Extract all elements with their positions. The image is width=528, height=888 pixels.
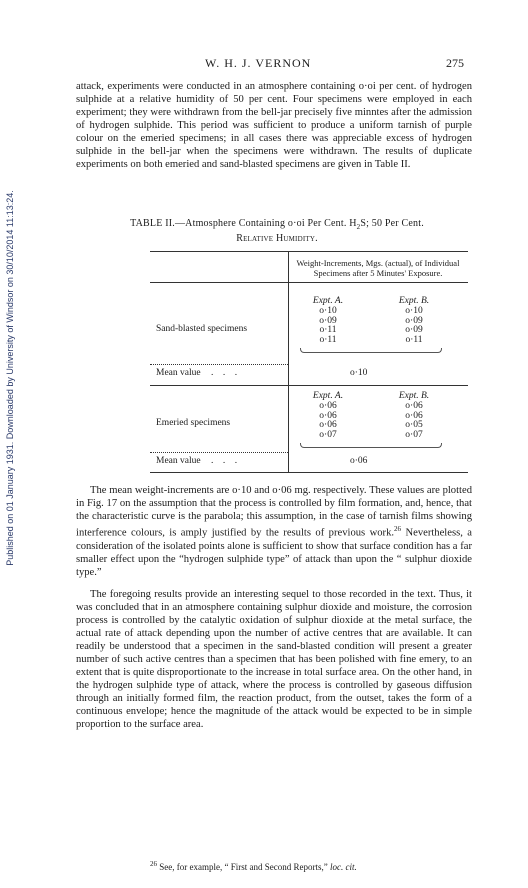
table-cell: o·09 [405,325,423,336]
table-cell: o·11 [319,334,337,345]
table-top-rule [150,251,468,252]
row-label-mean-1 [156,368,237,378]
footnote-italic: loc. cit. [329,862,357,872]
group1-expt-a-values [298,307,358,345]
table-title-part2: S; 50 Per Cent. [360,218,424,229]
mean-value-2: o·06 [350,456,368,466]
running-head: W. H. J. VERNON [205,56,312,70]
table-cell: o·07 [405,429,423,440]
table-title [86,218,468,245]
column-header: Weight-Increments, Mgs. (actual), of Individual Specimens after 5 Minutes' Exposure. [296,258,460,278]
group1-expt-a-label: Expt. A. [312,296,344,306]
footnote [150,860,357,872]
paragraph-results-text: The mean weight-increments are o·10 and o·06 mg. respectively. These values are plotted in Fig. 17 on the assumption that the process is controlled by film formation, and, hence, that the characteristic curve is the parabola; this assumption, in the case of tarnish films showing interference colours, is amply justified by the results of previous work. [76,485,472,539]
paragraph-intro: attack, experiments were conducted in an atmosphere containing o·oi per cent. of hydrogen sulphide at a relative humidity of 50 per cent. Four specimens were employed in each experiment; they were withdrawn from the bell-jar precisely five minntes after the admission of hydrogen sulphide. This period was sufficient to produce a uniform tarnish of purple colour on the emeried specimens; in all cases there was appreciable excess of hydrogen sulphide in the bell-jar when the specimens were withdrawn. The results of duplicate experiments on both emeried and sand-blasted specimens are given in Table II. [76,81,472,170]
table-cell: o·10 [319,306,337,316]
table-cell: o·07 [319,429,337,440]
table-cell: o·06 [405,410,423,421]
footnote-text: See, for example, “ First and Second Reports,” [157,862,330,872]
table-cell: o·09 [405,315,423,326]
group1-brace [300,348,442,353]
table-cell: o·11 [405,334,423,345]
footnote-number: 26 [150,860,157,868]
group2-expt-b-values [384,402,444,440]
group1-expt-b-values [384,307,444,345]
table-title-part1: TABLE II.—Atmosphere Containing o·oi Per Cent. H [130,218,357,229]
leader-dots: . . . [210,368,238,378]
mean-label: Mean value [156,368,201,378]
table-cell: o·10 [405,306,423,316]
table-cell: o·06 [319,401,337,411]
mean-value-1: o·10 [350,368,368,378]
table-cell: o·06 [405,401,423,411]
mean-row-rule-1 [150,364,288,365]
group2-brace [300,443,442,448]
paragraph-results-cont: Nevertheless, a consideration of the isolated points alone is sufficient to show that surface condition has a far smaller effect upon the “hydrogen sulphide type” of attack than upon the “ sulphur dioxide type.” [76,527,472,578]
table-title-line2: Relative Humidity. [236,233,318,244]
table-title-subscript: 2 [356,223,361,231]
leader-dots: . . . [210,456,238,466]
footnote-ref: 26 [394,525,402,533]
table-cell: o·11 [319,325,337,336]
page-number: 275 [446,56,464,70]
table-cell: o·06 [319,420,337,431]
table-cell: o·09 [319,315,337,326]
mean-row-rule-2 [150,452,288,453]
row-label-mean-2 [156,456,237,466]
mean-label: Mean value [156,456,201,466]
paragraph-results [76,484,472,579]
group2-expt-a-label: Expt. A. [312,391,344,401]
table-bottom-rule [150,472,468,473]
group1-expt-b-label: Expt. B. [398,296,430,306]
paragraph-discussion: The foregoing results provide an interesting sequel to those recorded in the text. Thus, it was concluded that in an atmosphere containing sulphur dioxide and moisture, the corrosion process is controlled by the catalytic oxidation of sulphur dioxide at the metal surface, the actual rate of attack depending upon the number of active centres that are available. It can readily be understood that a specimen in the sand-blasted condition will present a greater number of such active centres than a specimen that has been polished with fine emery, to an extent that is quite disproportionate to the increase in total surface area. On the other hand, in the hydrogen sulphide type of attack, where the process is controlled by gaseous diffusion through an initially formed film, the reaction product, from the outset, takes the form of a continuous envelope; hence the magnitude of the attack would be expected to be in simple proportion to the surface area. [76,589,472,730]
group2-expt-a-values [298,402,358,440]
row-label-emeried: Emeried specimens [156,418,231,428]
table-cell: o·06 [319,410,337,421]
download-stamp [2,118,18,638]
table-header-rule [150,282,468,283]
group2-expt-b-label: Expt. B. [398,391,430,401]
download-stamp-text: Published on 01 January 1931. Downloaded by University of Windsor on 30/10/2014 11:13:24. [5,190,15,566]
table-column-divider [288,251,289,472]
row-label-sand-blasted: Sand-blasted specimens [156,324,248,334]
table-group-rule [150,385,468,386]
table-cell: o·05 [405,420,423,431]
